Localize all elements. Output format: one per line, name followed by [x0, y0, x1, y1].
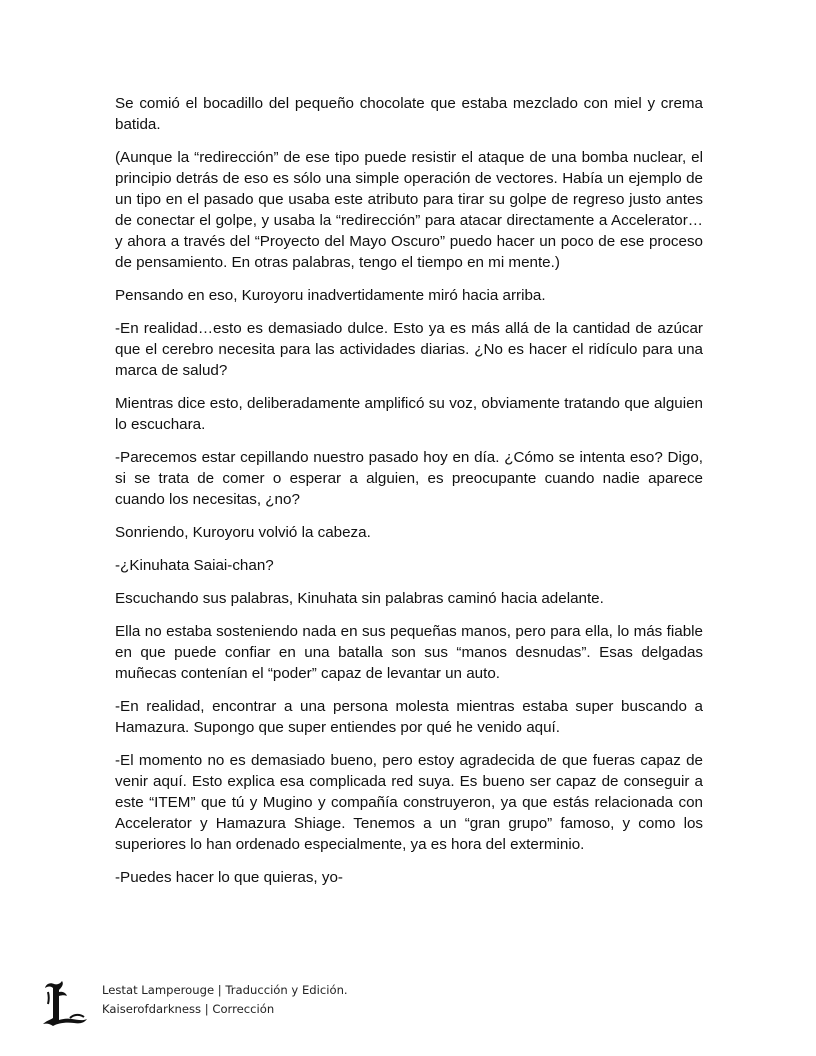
paragraph: -Parecemos estar cepillando nuestro pasado hoy en día. ¿Cómo se intenta eso? Digo, si se trata de comer o esperar a alguien, es preocupante cuando nadie aparece cuando los necesitas, ¿no?	[115, 449, 703, 508]
credits	[102, 981, 348, 1019]
paragraph: -¿Kinuhata Saiai-chan?	[115, 557, 274, 574]
paragraph: Mientras dice esto, deliberadamente amplificó su voz, obviamente tratando que alguien lo escuchara.	[115, 395, 703, 433]
paragraph: Pensando en eso, Kuroyoru inadvertidamente miró hacia arriba.	[115, 287, 546, 304]
paragraph: -Puedes hacer lo que quieras, yo-	[115, 869, 343, 886]
paragraph: (Aunque la “redirección” de ese tipo puede resistir el ataque de una bomba nuclear, el principio detrás de eso es sólo una simple operación de vectores. Había un ejemplo de un tipo en el pasado que usaba este atributo para tirar su golpe de regreso justo antes de conectar el golpe, y usaba la “redirección” para atacar directamente a Accelerator…y ahora a través del “Proyecto del Mayo Oscuro” puedo hacer un poco de ese proceso de pensamiento. En otras palabras, tengo el tiempo en mi mente.)	[115, 149, 703, 271]
credits-line-translation: Lestat Lamperouge | Traducción y Edición.	[102, 983, 348, 997]
paragraph: Escuchando sus palabras, Kinuhata sin palabras caminó hacia adelante.	[115, 590, 604, 607]
credits-line-correction: Kaiserofdarkness | Corrección	[102, 1002, 275, 1016]
paragraph: Ella no estaba sosteniendo nada en sus pequeñas manos, pero para ella, lo más fiable en que puede confiar en una batalla son sus “manos desnudas”. Esas delgadas muñecas contenían el “poder” capaz de levantar un auto.	[115, 623, 703, 682]
paragraph: -En realidad, encontrar a una persona molesta mientras estaba super buscando a Hamazura. Supongo que super entiendes por qué he venido aquí.	[115, 698, 703, 736]
paragraph: -En realidad…esto es demasiado dulce. Esto ya es más allá de la cantidad de azúcar que el cerebro necesita para las actividades diarias. ¿No es hacer el ridículo para una marca de salud?	[115, 320, 703, 379]
document-body	[115, 93, 703, 900]
paragraph: -El momento no es demasiado bueno, pero estoy agradecida de que fueras capaz de venir aquí. Esto explica esa complicada red suya. Es bueno ser capaz de conseguir a este “ITEM” que tú y Mugino y compañía construyeron, ya que estás relacionada con Accelerator y Hamazura Shiage. Tenemos a un “gran grupo” famoso, y como los superiores lo han ordenado especialmente, ya es hora del exterminio.	[115, 752, 703, 853]
page-footer	[40, 978, 440, 1030]
paragraph: Sonriendo, Kuroyoru volvió la cabeza.	[115, 524, 371, 541]
paragraph: Se comió el bocadillo del pequeño chocolate que estaba mezclado con miel y crema batida.	[115, 95, 703, 133]
blackletter-l-logo-icon	[40, 978, 90, 1030]
